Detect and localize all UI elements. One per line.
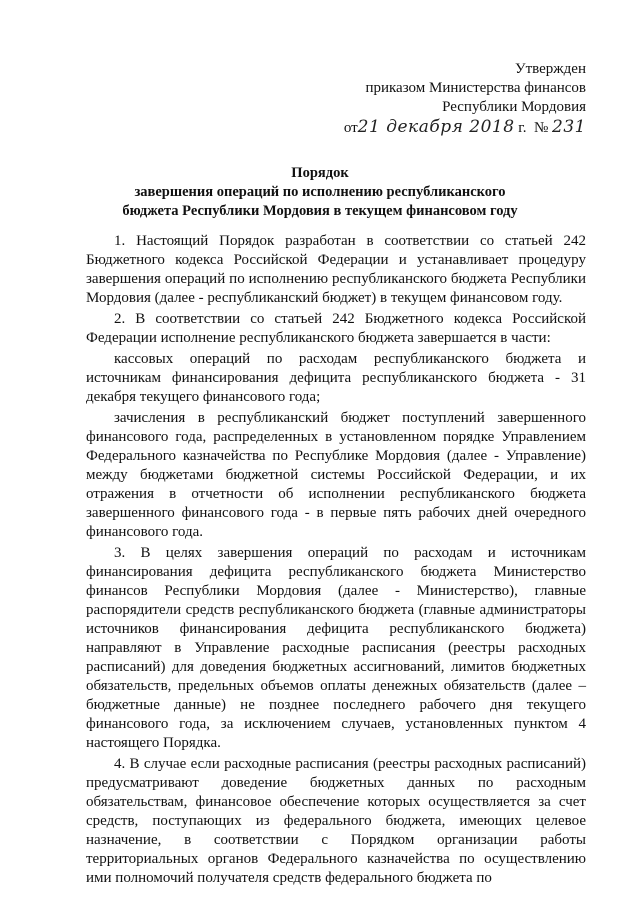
document-title [60, 164, 580, 221]
approval-line-2: приказом Министерства финансов [365, 80, 586, 96]
paragraph-3: 3. В целях завершения операций по расходам и источникам финансирования дефицита республиканского бюджета Министерство финансов Республики Мордовия (далее - Министерство), главные распорядители средств республиканского бюджета (главные администраторы источников финансирования дефицита республиканского бюджета) направляют в Управление расходные расписания (реестры расходных расписаний) для доведения бюджетных ассигнований, лимитов бюджетных обязательств, предельных объемов оплаты денежных обязательств (далее – бюджетные данные) не позднее последнего рабочего дня текущего финансового года, за исключением случаев, установленных пунктом 4 настоящего Порядка. [86, 545, 586, 751]
title-line-3: бюджета Республики Мордовия в текущем финансовом году [122, 203, 518, 219]
paragraph-1: 1. Настоящий Порядок разработан в соответствии со статьей 242 Бюджетного кодекса Российской Федерации и устанавливает процедуру завершения операций по исполнению республиканского бюджета Республики Мордовия (далее - республиканский бюджет) в текущем финансовом году. [86, 233, 586, 306]
paragraph-2-item-2: зачисления в республиканский бюджет поступлений завершенного финансового года, распределенных в установленном порядке Управлением Федерального казначейства по Республике Мордовия (далее - Управление) между бюджетами бюджетной системы Российской Федерации, и их отражения в отчетности об исполнении республиканского бюджета завершенного финансового года - в первые пять рабочих дней очередного финансового года. [86, 410, 586, 540]
paragraph-2: 2. В соответствии со статьей 242 Бюджетного кодекса Российской Федерации исполнение республиканского бюджета завершается в части: [86, 311, 586, 346]
paragraph-2-item-1: кассовых операций по расходам республиканского бюджета и источникам финансирования дефицита республиканского бюджета - 31 декабря текущего финансового года; [86, 351, 586, 405]
date-suffix: г. [518, 120, 527, 136]
approval-date-line [344, 118, 586, 138]
handwritten-number: 231 [552, 117, 586, 137]
paragraph-4: 4. В случае если расходные расписания (реестры расходных расписаний) предусматривают доведение бюджетных данных по расходным обязательствам, финансовое обеспечение которых осуществляется за счет средств, поступающих из федерального бюджета, имеющих целевое назначение, в соответствии с Порядком организации работы территориальных органов Федерального казначейства по осуществлению ими полномочий получателя средств федерального бюджета по [86, 756, 586, 886]
approval-line-3: Республики Мордовия [442, 99, 586, 115]
approval-block [344, 60, 586, 138]
number-prefix: № [533, 120, 549, 136]
handwritten-date: 21 декабря 2018 [357, 117, 515, 137]
document-body [86, 232, 586, 890]
title-line-2: завершения операций по исполнению республиканского [134, 184, 506, 200]
date-prefix: от [343, 120, 358, 136]
approval-line-1: Утвержден [514, 61, 586, 77]
title-line-1: Порядок [291, 165, 349, 181]
